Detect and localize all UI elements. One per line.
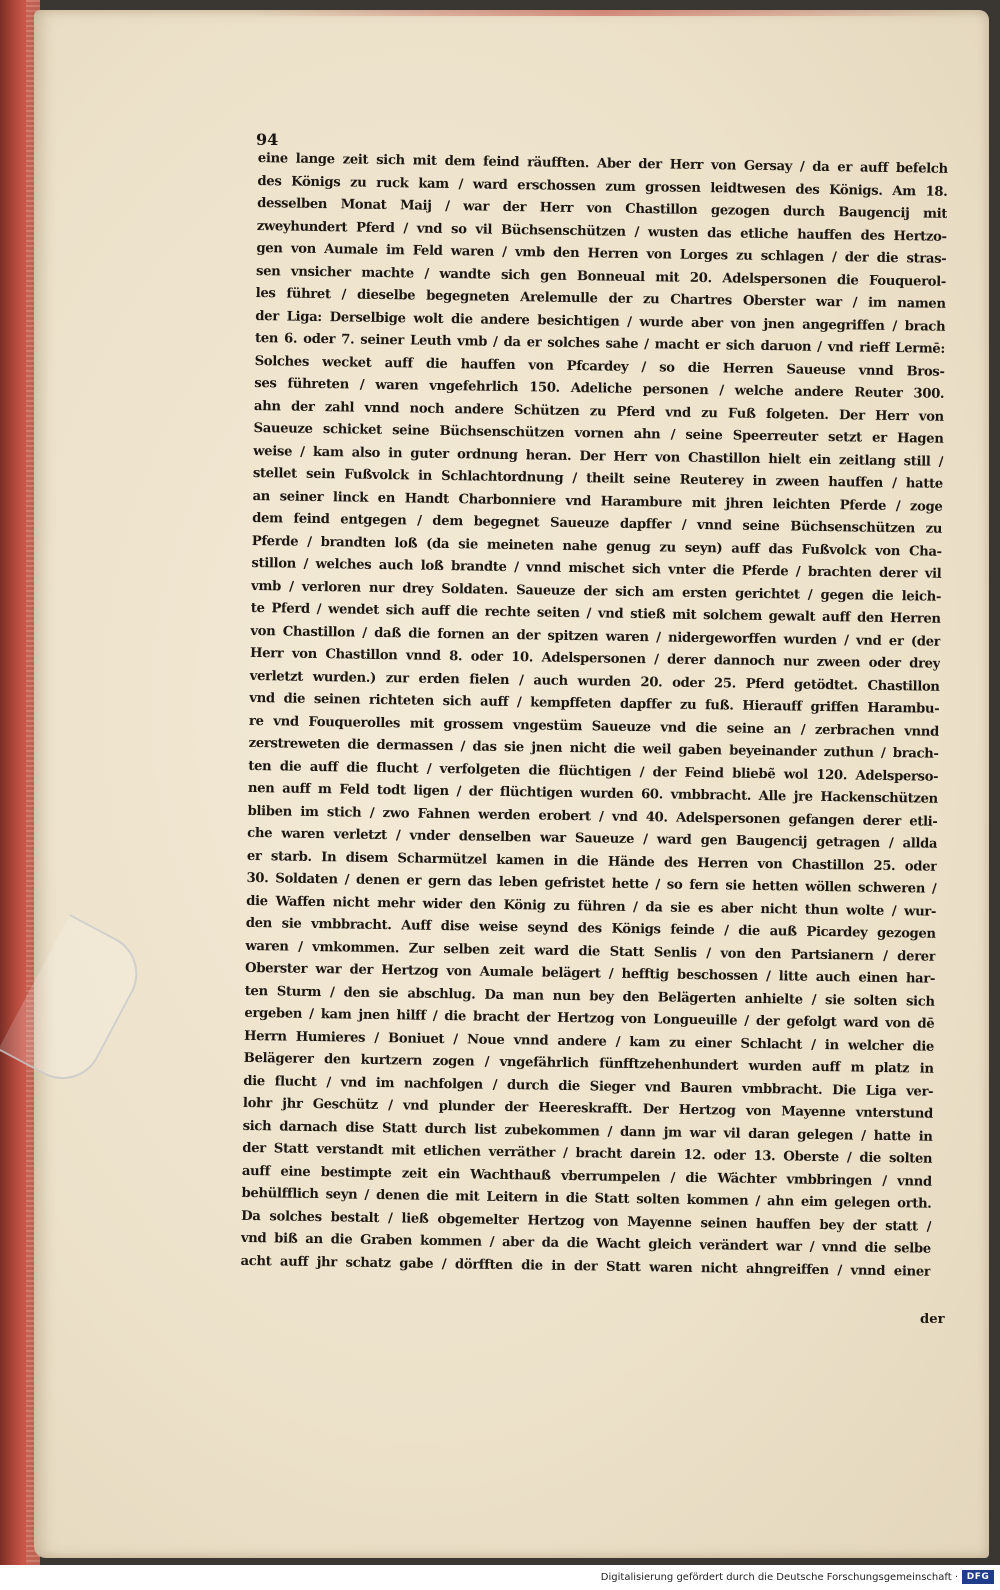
page-top-stain (244, 10, 964, 16)
text-line: eine lange zeit sich mit dem feind räufften. Aber der Herr von Gersay / da er auff befelch (257, 150, 948, 177)
text-line: an seiner linck en Handt Charbonniere vnd Harambure mit jhren leichten Pferde / zoge (252, 488, 943, 515)
text-line: der Statt verstandt mit etlichen verräther / bracht darein 12. oder 13. Oberste / die solten (242, 1140, 933, 1167)
text-line: dem feind entgegen / dem begegnet Saueuze dapffer / vnnd seine Büchsenschützen zu (252, 510, 943, 537)
text-line: ten Sturm / den sie abschlug. Da man nun bey den Belägerten anhielte / sie solten sich (244, 983, 935, 1010)
text-line: den sie vmbbracht. Auff dise weise seynd des Königs feinde / die auß Picardey gezogen (245, 915, 936, 942)
text-line: 30. Soldaten / denen er gern das leben gefristet hette / so fern sie hetten wöllen schweren / (246, 870, 937, 897)
text-line: sen vnsicher machte / wandte sich gen Bonneual mit 20. Adelspersonen die Fouquerol- (255, 263, 947, 290)
text-line: zweyhundert Pferd / vnd so vil Büchsenschützen / wusten das etliche hauffen des Hertzo- (256, 218, 947, 245)
text-line: der Liga: Derselbige wolt die andere besichtigen / wurde aber von jnen angegriffen / brach (255, 308, 946, 335)
text-line: sich darnach dise Statt durch list zubekommen / dann jm war vil daran gelegen / hatte in (242, 1118, 933, 1145)
text-line: die flucht / vnd im nachfolgen / durch die Sieger vnd Bauren vmbbracht. Die Liga ver- (243, 1073, 934, 1100)
text-line: nen auff m Feld todt ligen / der flüchtigen wurden 60. vmbbracht. Alle jre Hackenschützen (247, 780, 938, 807)
text-line: des Königs zu ruck kam / ward erschossen zum grossen leidtwesen des Königs. Am 18. (257, 173, 948, 200)
text-line: vnd die seinen richteten sich auff / kempffeten dapffer zu fuß. Hierauff griffen Harambu- (249, 690, 940, 717)
text-line: Saueuze schicket seine Büchsenschützen vornen ahn / seine Speerreuter setzt er Hagen (253, 420, 944, 447)
text-line: les führet / dieselbe begegneten Arelemulle der zu Chartres Oberster war / im namen (255, 285, 946, 312)
text-line: er starb. In disem Scharmützel kamen in die Hände des Herren von Chastillon 25. oder (246, 848, 937, 875)
text-line: Oberster war der Hertzog von Aumale belägert / hefftig beschossen / litte auch einen har- (244, 960, 936, 987)
text-line: re vnd Fouquerolles mit grossem vngestüm Saueuze vnd die seine an / zerbrachen vnnd (248, 713, 940, 740)
dfg-logo: DFG (962, 1570, 994, 1584)
footer-credit: Digitalisierung gefördert durch die Deutsche Forschungsgemeinschaft · (600, 1572, 958, 1583)
text-line: bliben im stich / zwo Fahnen werden erobert / vnd 40. Adelspersonen gefangen derer etli- (247, 803, 938, 830)
page-number: 94 (256, 130, 279, 149)
text-line: Pferde / brandten loß (da sie meineten nahe genug zu seyn) auff das Fußvolck von Cha- (251, 533, 942, 560)
text-line: Belägerer den kurtzern zogen / vngefährlich fünfftzehenhundert wurden auff m platz in (243, 1050, 934, 1077)
text-line: waren / vmkommen. Zur selben zeit ward die Statt Senlis / von den Partsianern / derer (245, 938, 936, 965)
text-line: Solches wecket auff die hauffen von Pfcardey / so die Herren Saueuse vnnd Bros- (254, 353, 945, 380)
text-line: auff eine bestimpte zeit ein Wachthauß vberrumpelen / die Wächter vmbbringen / vnnd (241, 1163, 932, 1190)
text-line: gen von Aumale im Feld waren / vmb den Herren von Lorges zu schlagen / der die stras- (256, 240, 947, 267)
text-line: die Waffen nicht mehr wider den König zu führen / da sie es aber nicht thun wolte / wur- (246, 893, 937, 920)
text-line: lohr jhr Geschütz / vnd plunder der Heereskrafft. Der Hertzog von Mayenne vnterstund (242, 1095, 934, 1122)
text-line: Herrn Humieres / Boniuet / Noue vnnd andere / kam zu einer Schlacht / in welcher die (243, 1028, 935, 1055)
catchword: der (920, 1312, 945, 1327)
text-line: te Pferd / wendet sich auff die rechte seiten / vnd stieß mit solchem gewalt auff den Herren (250, 600, 941, 627)
text-line: ten die auff die flucht / verfolgeten die flüchtigen / der Feind bliebẽ wol 120. Adelsperso- (248, 758, 939, 785)
text-line: stillon / welches auch loß brandte / vnnd mischet sich vnter die Pferde / brachten derer vil (251, 555, 942, 582)
text-line: von Chastillon / daß die fornen an der spitzen waren / nidergeworffen wurden / vnd er (der (250, 623, 941, 650)
text-line: ten 6. oder 7. seiner Leuth vmb / da er solches sahe / macht er sich daruon / vnd rieff Lermē: (254, 330, 946, 357)
text-line: weise / kam also in guter ordnung heran. Der Herr von Chastillon hielt ein zeitlang still / (253, 443, 944, 470)
text-line: ergeben / kam jnen hilff / die bracht der Hertzog von Longueuille / der gefolgt ward von dē (244, 1005, 935, 1032)
body-text (240, 148, 948, 1284)
text-line: vmb / verloren nur drey Soldaten. Saueuze der sich am ersten gerichtet / gegen die leich- (251, 578, 942, 605)
text-line: behülfflich seyn / denen die mit Leitern in die Statt solten kommen / ahn eim gelegen orth. (241, 1185, 932, 1212)
text-line: Herr von Chastillon vnnd 8. oder 10. Adelspersonen / derer dannoch nur zween oder drey (249, 645, 941, 672)
text-line: vnd biß an die Graben kommen / aber da die Wacht gleich verändert war / vnnd die selbe (240, 1230, 931, 1257)
text-line: che waren verletzt / vnder denselben war Saueuze / ward gen Baugencij getragen / allda (247, 825, 938, 852)
text-line: ses führeten / waren vngefehrlich 150. Adeliche personen / welche andere Reuter 300. (254, 375, 945, 402)
text-line: zerstreweten die dermassen / das sie jnen nicht die weil gaben beyeinander zuthun / brach- (248, 735, 939, 762)
text-line: ahn der zahl vnnd noch andere Schützen zu Pferd vnd zu Fuß folgeten. Der Herr von (253, 398, 944, 425)
text-line: acht auff jhr schatz gabe / dörfften die in der Statt waren nicht ahngreiffen / vnnd einer (240, 1253, 931, 1280)
text-line: verletzt wurden.) zur erden fielen / auch wurden 20. oder 25. Pferd getödtet. Chastillon (249, 668, 940, 695)
text-line: Da solches bestalt / ließ obgemelter Hertzog von Mayenne seinen hauffen bey der statt / (241, 1208, 932, 1235)
text-line: stellet sein Fußvolck in Schlachtordnung / theilt seine Reuterey in zween hauffen / hatte (252, 465, 943, 492)
text-line: desselben Monat Maij / war der Herr von Chastillon gezogen durch Baugencij mit (257, 195, 948, 222)
